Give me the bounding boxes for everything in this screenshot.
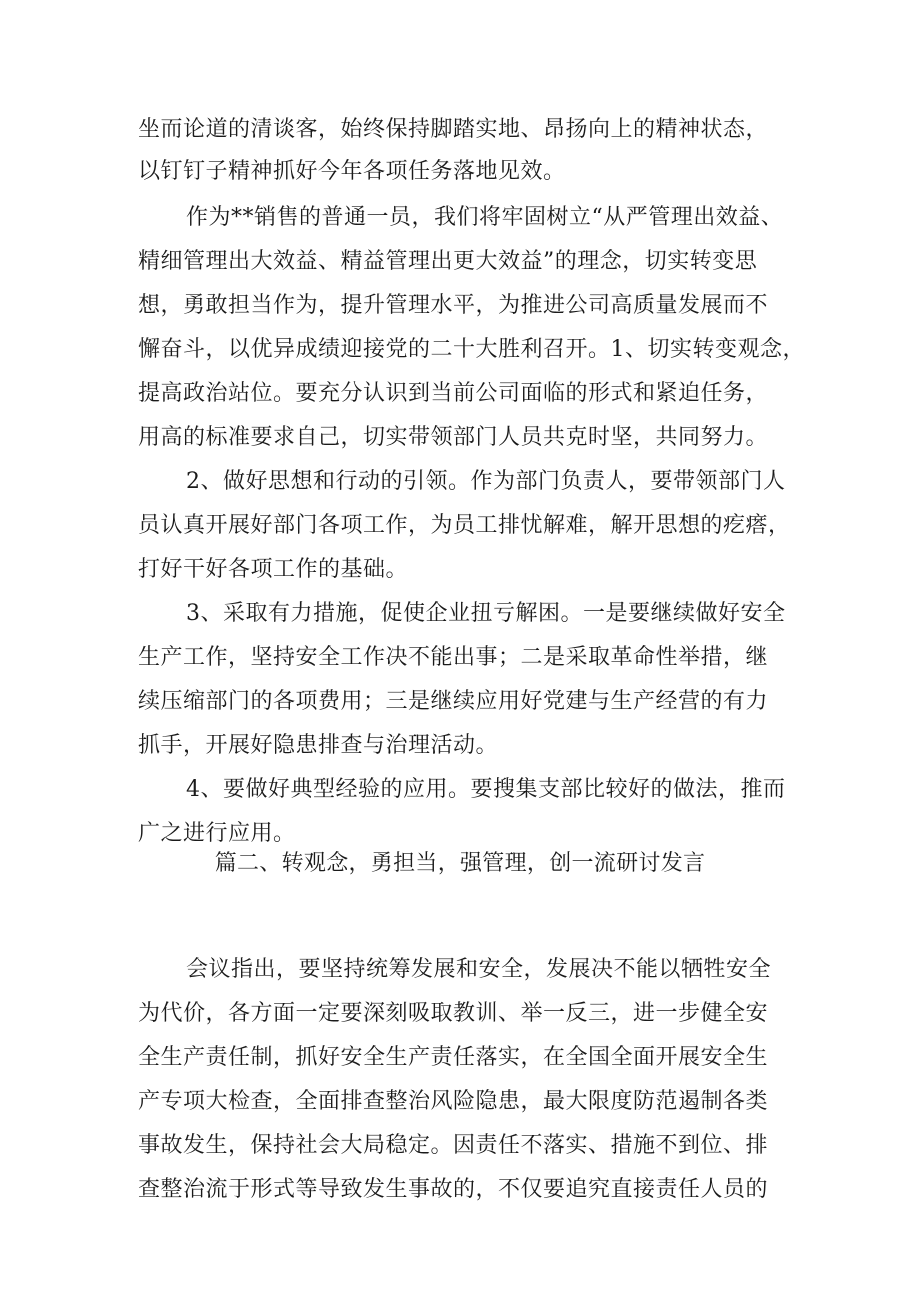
text-line: 精细管理出大效益、精益管理出更大效益”的理念，切实转变思 (138, 249, 758, 274)
text-line: 以钉钉子精神抓好今年各项任务落地见效。 (138, 159, 566, 184)
text-line: 全生产责任制，抓好安全生产责任落实，在全国全面开展安全生 (138, 1045, 769, 1070)
text-line: 为代价，各方面一定要深刻吸取教训、举一反三，进一步健全安 (138, 1001, 769, 1026)
text-line: 用高的标准要求自己，切实带领部门人员共克时坚，共同努力。 (138, 425, 769, 450)
text-line: 作为**销售的普通一员，我们将牢固树立“从严管理出效益、 (186, 205, 784, 230)
text-line: 想，勇敢担当作为，提升管理水平，为推进公司高质量发展而不 (138, 293, 769, 318)
text-line: 懈奋斗，以优异成绩迎接党的二十大胜利召开。1、切实转变观念， (138, 337, 805, 362)
section-heading: 篇二、转观念，勇担当，强管理，创一流研讨发言 (214, 851, 706, 876)
text-line: 抓手，开展好隐患排查与治理活动。 (138, 733, 499, 758)
text-line: 员认真开展好部门各项工作，为员工排忧解难，解开思想的疙瘩， (138, 513, 791, 538)
text-line: 4、要做好典型经验的应用。要搜集支部比较好的做法，推而 (186, 777, 786, 802)
text-line: 事故发生，保持社会大局稳定。因责任不落实、措施不到位、排 (138, 1133, 769, 1158)
text-line: 坐而论道的清谈客，始终保持脚踏实地、昂扬向上的精神状态， (138, 117, 769, 142)
text-line: 生产工作，坚持安全工作决不能出事；二是采取革命性举措，继 (138, 645, 769, 670)
text-line: 查整治流于形式等导致发生事故的，不仅要追究直接责任人员的 (138, 1177, 769, 1202)
text-line: 产专项大检查，全面排查整治风险隐患，最大限度防范遏制各类 (138, 1089, 769, 1114)
text-line: 会议指出，要坚持统筹发展和安全，发展决不能以牺牲安全 (186, 957, 772, 982)
text-line: 打好干好各项工作的基础。 (138, 557, 409, 582)
text-line: 2、做好思想和行动的引领。作为部门负责人，要带领部门人 (186, 469, 786, 494)
text-line: 3、采取有力措施，促使企业扭亏解困。一是要继续做好安全 (186, 601, 786, 626)
text-line: 广之进行应用。 (138, 821, 296, 846)
text-line: 续压缩部门的各项费用；三是继续应用好党建与生产经营的有力 (138, 689, 769, 714)
text-line: 提高政治站位。要充分认识到当前公司面临的形式和紧迫任务， (138, 381, 769, 406)
